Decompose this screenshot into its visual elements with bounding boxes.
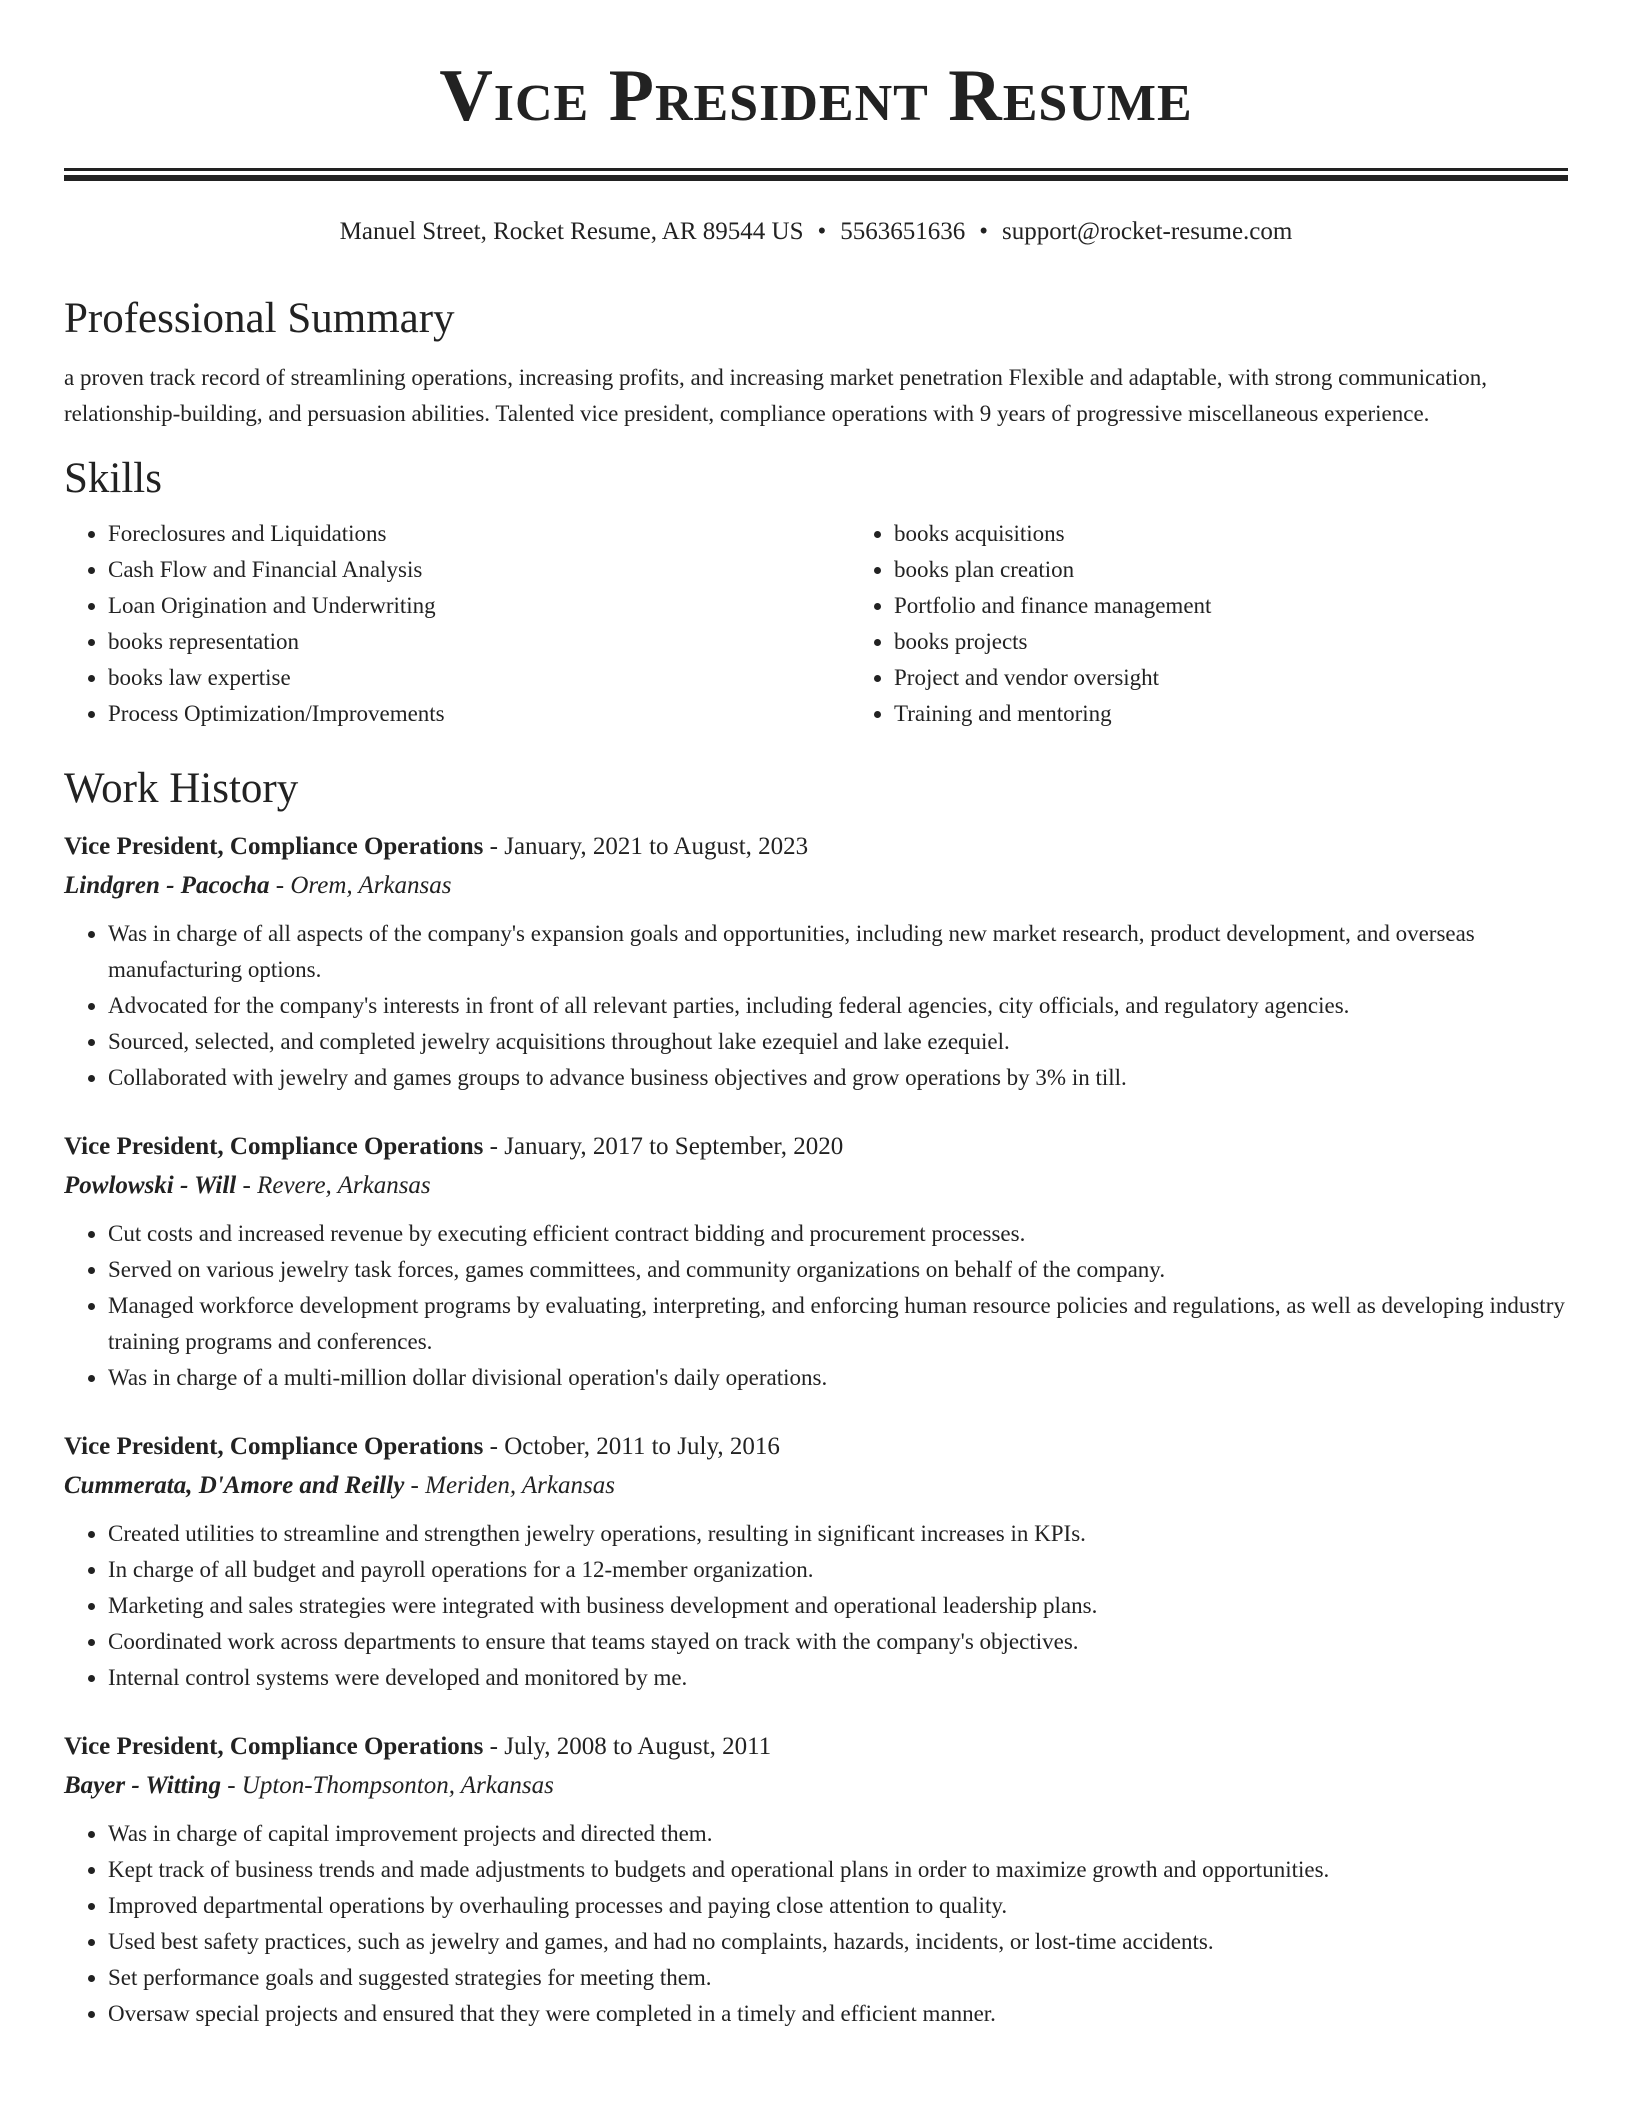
job-dates: October, 2011 to July, 2016: [504, 1433, 780, 1460]
title-rule-thin: [64, 168, 1568, 171]
job-bullet: • Served on various jewelry task forces, games committees, and community organizations on behalf of the company.: [108, 1252, 1568, 1288]
job-bullet: • Marketing and sales strategies were integrated with business development and operational leadership plans.: [108, 1588, 1568, 1624]
job-bullet: • Was in charge of all aspects of the company's expansion goals and opportunities, including new market research, product development, and overseas manufacturing options.: [108, 916, 1568, 988]
title-rule-thick: [64, 175, 1568, 181]
job-location: Orem, Arkansas: [290, 872, 452, 899]
skills-heading: Skills: [64, 455, 162, 502]
job-company-line: [64, 866, 1568, 906]
job-bullet: • Kept track of business trends and made adjustments to budgets and operational plans in order to maximize growth and opportunities.: [108, 1852, 1568, 1888]
contact-separator: •: [979, 218, 989, 245]
job-dash: -: [220, 1772, 242, 1799]
job-entry: [64, 1128, 1568, 1396]
skill-item: • books law expertise: [108, 660, 850, 696]
job-header: [64, 1128, 1568, 1166]
job-location: Meriden, Arkansas: [425, 1472, 615, 1499]
skill-item: • Training and mentoring: [894, 696, 1632, 732]
job-bullets: [64, 1816, 1568, 2032]
job-dash: -: [483, 1133, 505, 1160]
job-header: [64, 828, 1568, 866]
job-bullet: • Used best safety practices, such as jewelry and games, and had no complaints, hazards, incidents, or lost-time accidents.: [108, 1924, 1568, 1960]
job-role: Vice President, Compliance Operations: [64, 833, 484, 860]
job-role: Vice President, Compliance Operations: [64, 1133, 484, 1160]
job-company-line: [64, 1166, 1568, 1206]
job-bullet: • Was in charge of capital improvement projects and directed them.: [108, 1816, 1568, 1852]
job-company: Lindgren - Pacocha: [64, 872, 270, 899]
resume-body: [64, 286, 1568, 2064]
job-company-line: [64, 1766, 1568, 1806]
job-bullet: • Oversaw special projects and ensured that they were completed in a timely and efficient manner.: [108, 1996, 1568, 2032]
skills-list-right: [850, 516, 1632, 732]
job-header: [64, 1728, 1568, 1766]
skills-columns: [64, 516, 1568, 732]
job-dash: -: [483, 833, 505, 860]
skill-item: • Project and vendor oversight: [894, 660, 1632, 696]
contact-address: Manuel Street, Rocket Resume, AR 89544 US: [339, 218, 804, 245]
job-company-line: [64, 1466, 1568, 1506]
work-history-heading: Work History: [64, 765, 299, 812]
job-header: [64, 1428, 1568, 1466]
skill-item: • books acquisitions: [894, 516, 1632, 552]
skill-item: • books plan creation: [894, 552, 1632, 588]
job-bullets: [64, 916, 1568, 1096]
resume-title: Vice President Resume: [439, 55, 1193, 137]
job-bullet: • Was in charge of a multi-million dollar divisional operation's daily operations.: [108, 1360, 1568, 1396]
job-dates: January, 2021 to August, 2023: [504, 833, 809, 860]
job-bullet: • In charge of all budget and payroll operations for a 12-member organization.: [108, 1552, 1568, 1588]
skill-item: • Portfolio and finance management: [894, 588, 1632, 624]
job-dash: -: [236, 1172, 258, 1199]
job-dash: -: [483, 1433, 505, 1460]
job-bullet: • Internal control systems were developed and monitored by me.: [108, 1660, 1568, 1696]
job-entry: [64, 1428, 1568, 1696]
skill-item: • books projects: [894, 624, 1632, 660]
job-bullet: • Collaborated with jewelry and games groups to advance business objectives and grow operations by 3% in till.: [108, 1060, 1568, 1096]
skill-item: • Loan Origination and Underwriting: [108, 588, 850, 624]
job-dates: July, 2008 to August, 2011: [504, 1733, 772, 1760]
job-bullet: • Improved departmental operations by overhauling processes and paying close attention to quality.: [108, 1888, 1568, 1924]
skill-item: • books representation: [108, 624, 850, 660]
job-entry: [64, 828, 1568, 1096]
skill-item: • Cash Flow and Financial Analysis: [108, 552, 850, 588]
job-company: Bayer - Witting: [64, 1772, 221, 1799]
job-role: Vice President, Compliance Operations: [64, 1433, 484, 1460]
job-bullet: • Sourced, selected, and completed jewelry acquisitions throughout lake ezequiel and lake ezequiel.: [108, 1024, 1568, 1060]
job-company: Powlowski - Will: [64, 1172, 237, 1199]
contact-phone: 5563651636: [840, 218, 966, 245]
job-dash: -: [404, 1472, 426, 1499]
contact-email: support@rocket-resume.com: [1002, 218, 1293, 245]
job-bullets: [64, 1516, 1568, 1696]
job-location: Revere, Arkansas: [257, 1172, 431, 1199]
job-bullet: • Created utilities to streamline and strengthen jewelry operations, resulting in significant increases in KPIs.: [108, 1516, 1568, 1552]
job-dates: January, 2017 to September, 2020: [504, 1133, 844, 1160]
job-entry: [64, 1728, 1568, 2032]
job-bullet: • Cut costs and increased revenue by executing efficient contract bidding and procurement processes.: [108, 1216, 1568, 1252]
job-bullet: • Coordinated work across departments to ensure that teams stayed on track with the company's objectives.: [108, 1624, 1568, 1660]
job-role: Vice President, Compliance Operations: [64, 1733, 484, 1760]
job-location: Upton-Thompsonton, Arkansas: [241, 1772, 554, 1799]
contact-separator: •: [817, 218, 827, 245]
summary-heading: Professional Summary: [64, 295, 455, 342]
skills-list-left: [64, 516, 850, 732]
summary-text: a proven track record of streamlining operations, increasing profits, and increasing market penetration Flexible and adaptable, with strong communication, relationship-building, and persuasion abilities. Talented vice president, compliance operations with 9 years of progressive miscellaneous experience.: [64, 365, 1487, 426]
contact-line: [0, 214, 1632, 250]
job-bullet: • Managed workforce development programs by evaluating, interpreting, and enforcing human resource policies and regulations, as well as developing industry training programs and conferences.: [108, 1288, 1568, 1360]
job-bullet: • Set performance goals and suggested strategies for meeting them.: [108, 1960, 1568, 1996]
job-bullet: • Advocated for the company's interests in front of all relevant parties, including federal agencies, city officials, and regulatory agencies.: [108, 988, 1568, 1024]
job-company: Cummerata, D'Amore and Reilly: [64, 1472, 405, 1499]
job-dash: -: [269, 872, 291, 899]
skill-item: • Foreclosures and Liquidations: [108, 516, 850, 552]
skill-item: • Process Optimization/Improvements: [108, 696, 850, 732]
job-dash: -: [483, 1733, 505, 1760]
job-bullets: [64, 1216, 1568, 1396]
